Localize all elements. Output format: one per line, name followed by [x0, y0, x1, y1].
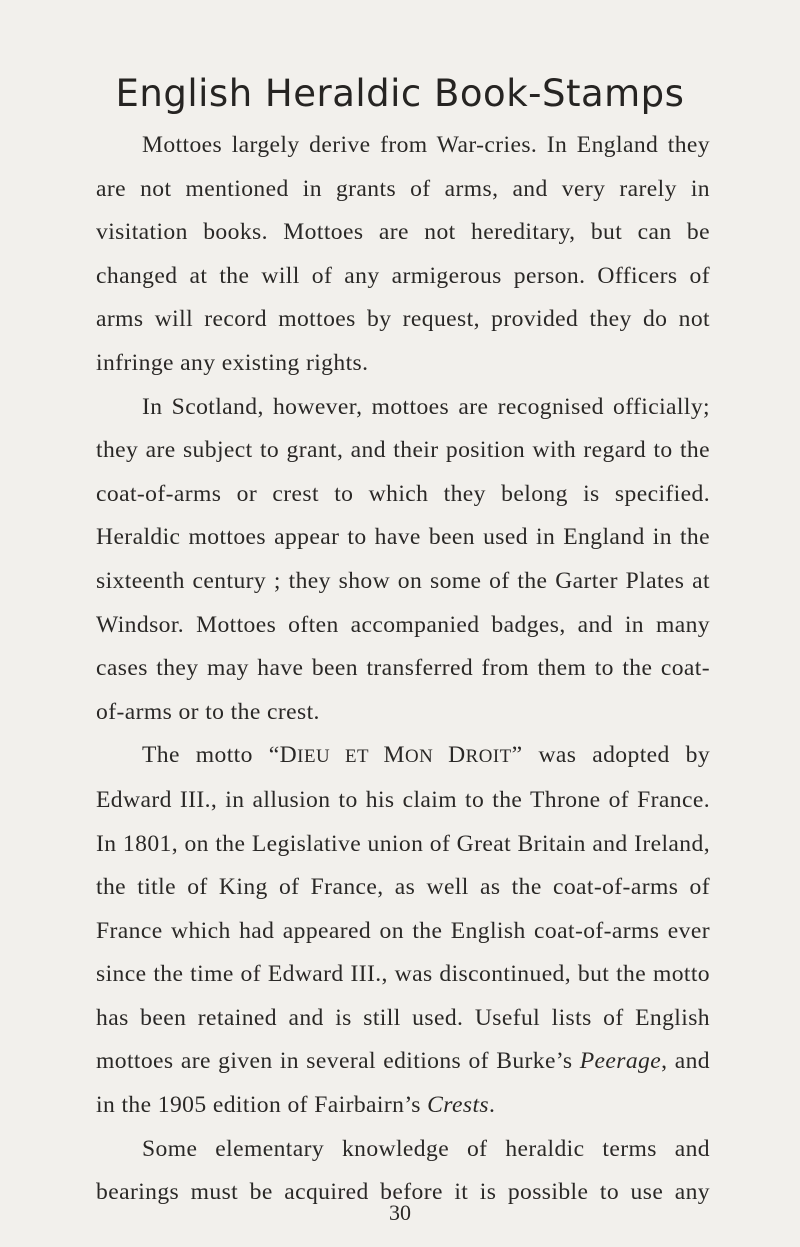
paragraph-scotland-mottoes: In Scotland, however, mottoes are recognised officially; they are subject to grant, and their position with regard to the coat-of-arms or crest to which they belong is specified. Heraldic mottoes appear to have been used in England in the sixteenth century ; they show on some of the Garter Plates at Windsor. Mottoes often accompanied badges, and in many cases they may have been transferred from them to the coat-of-arms or to the crest. — [96, 393, 710, 725]
motto-paragraph-end: . — [489, 1092, 496, 1119]
motto-intro: The motto “ — [142, 742, 280, 769]
running-title: English Heraldic Book-Stamps — [115, 72, 685, 115]
work-title-crests: Crests — [427, 1092, 489, 1119]
motto-paragraph-body: ” was adopted by Edward III., in allusion to his claim to the Throne of France. In 1801, on the Legislative union of Great Britain and Ireland, the title of King of France, as well as the coat-of-arms of France which had appeared on the English coat-of-arms ever since the time of Edward III., was discontinued, but the motto has been retained and is still used. Useful lists of English mottoes are given in several editions of Burke’s — [96, 742, 711, 1075]
motto-paragraph-connector: , and in the 1905 edition of Fairbairn’s — [96, 1048, 710, 1119]
paragraph-dieu-et-mon-droit — [96, 734, 710, 1127]
page-number: 30 — [389, 1200, 411, 1225]
paragraph-heraldic-terms: Some elementary knowledge of heraldic terms and bearings must be acquired before it is possible to use any — [96, 1135, 710, 1206]
body-text — [96, 124, 710, 1215]
paragraph-mottoes-origin: Mottoes largely derive from War-cries. In England they are not mentioned in grants of arms, and very rarely in visitation books. Mottoes are not hereditary, but can be changed at the will of any armigerous person. Officers of arms will record mottoes by request, provided they do not infringe any existing rights. — [96, 132, 710, 376]
motto-small-caps: DIEU ET MON DROIT — [279, 742, 512, 769]
work-title-peerage: Peerage — [579, 1048, 662, 1075]
